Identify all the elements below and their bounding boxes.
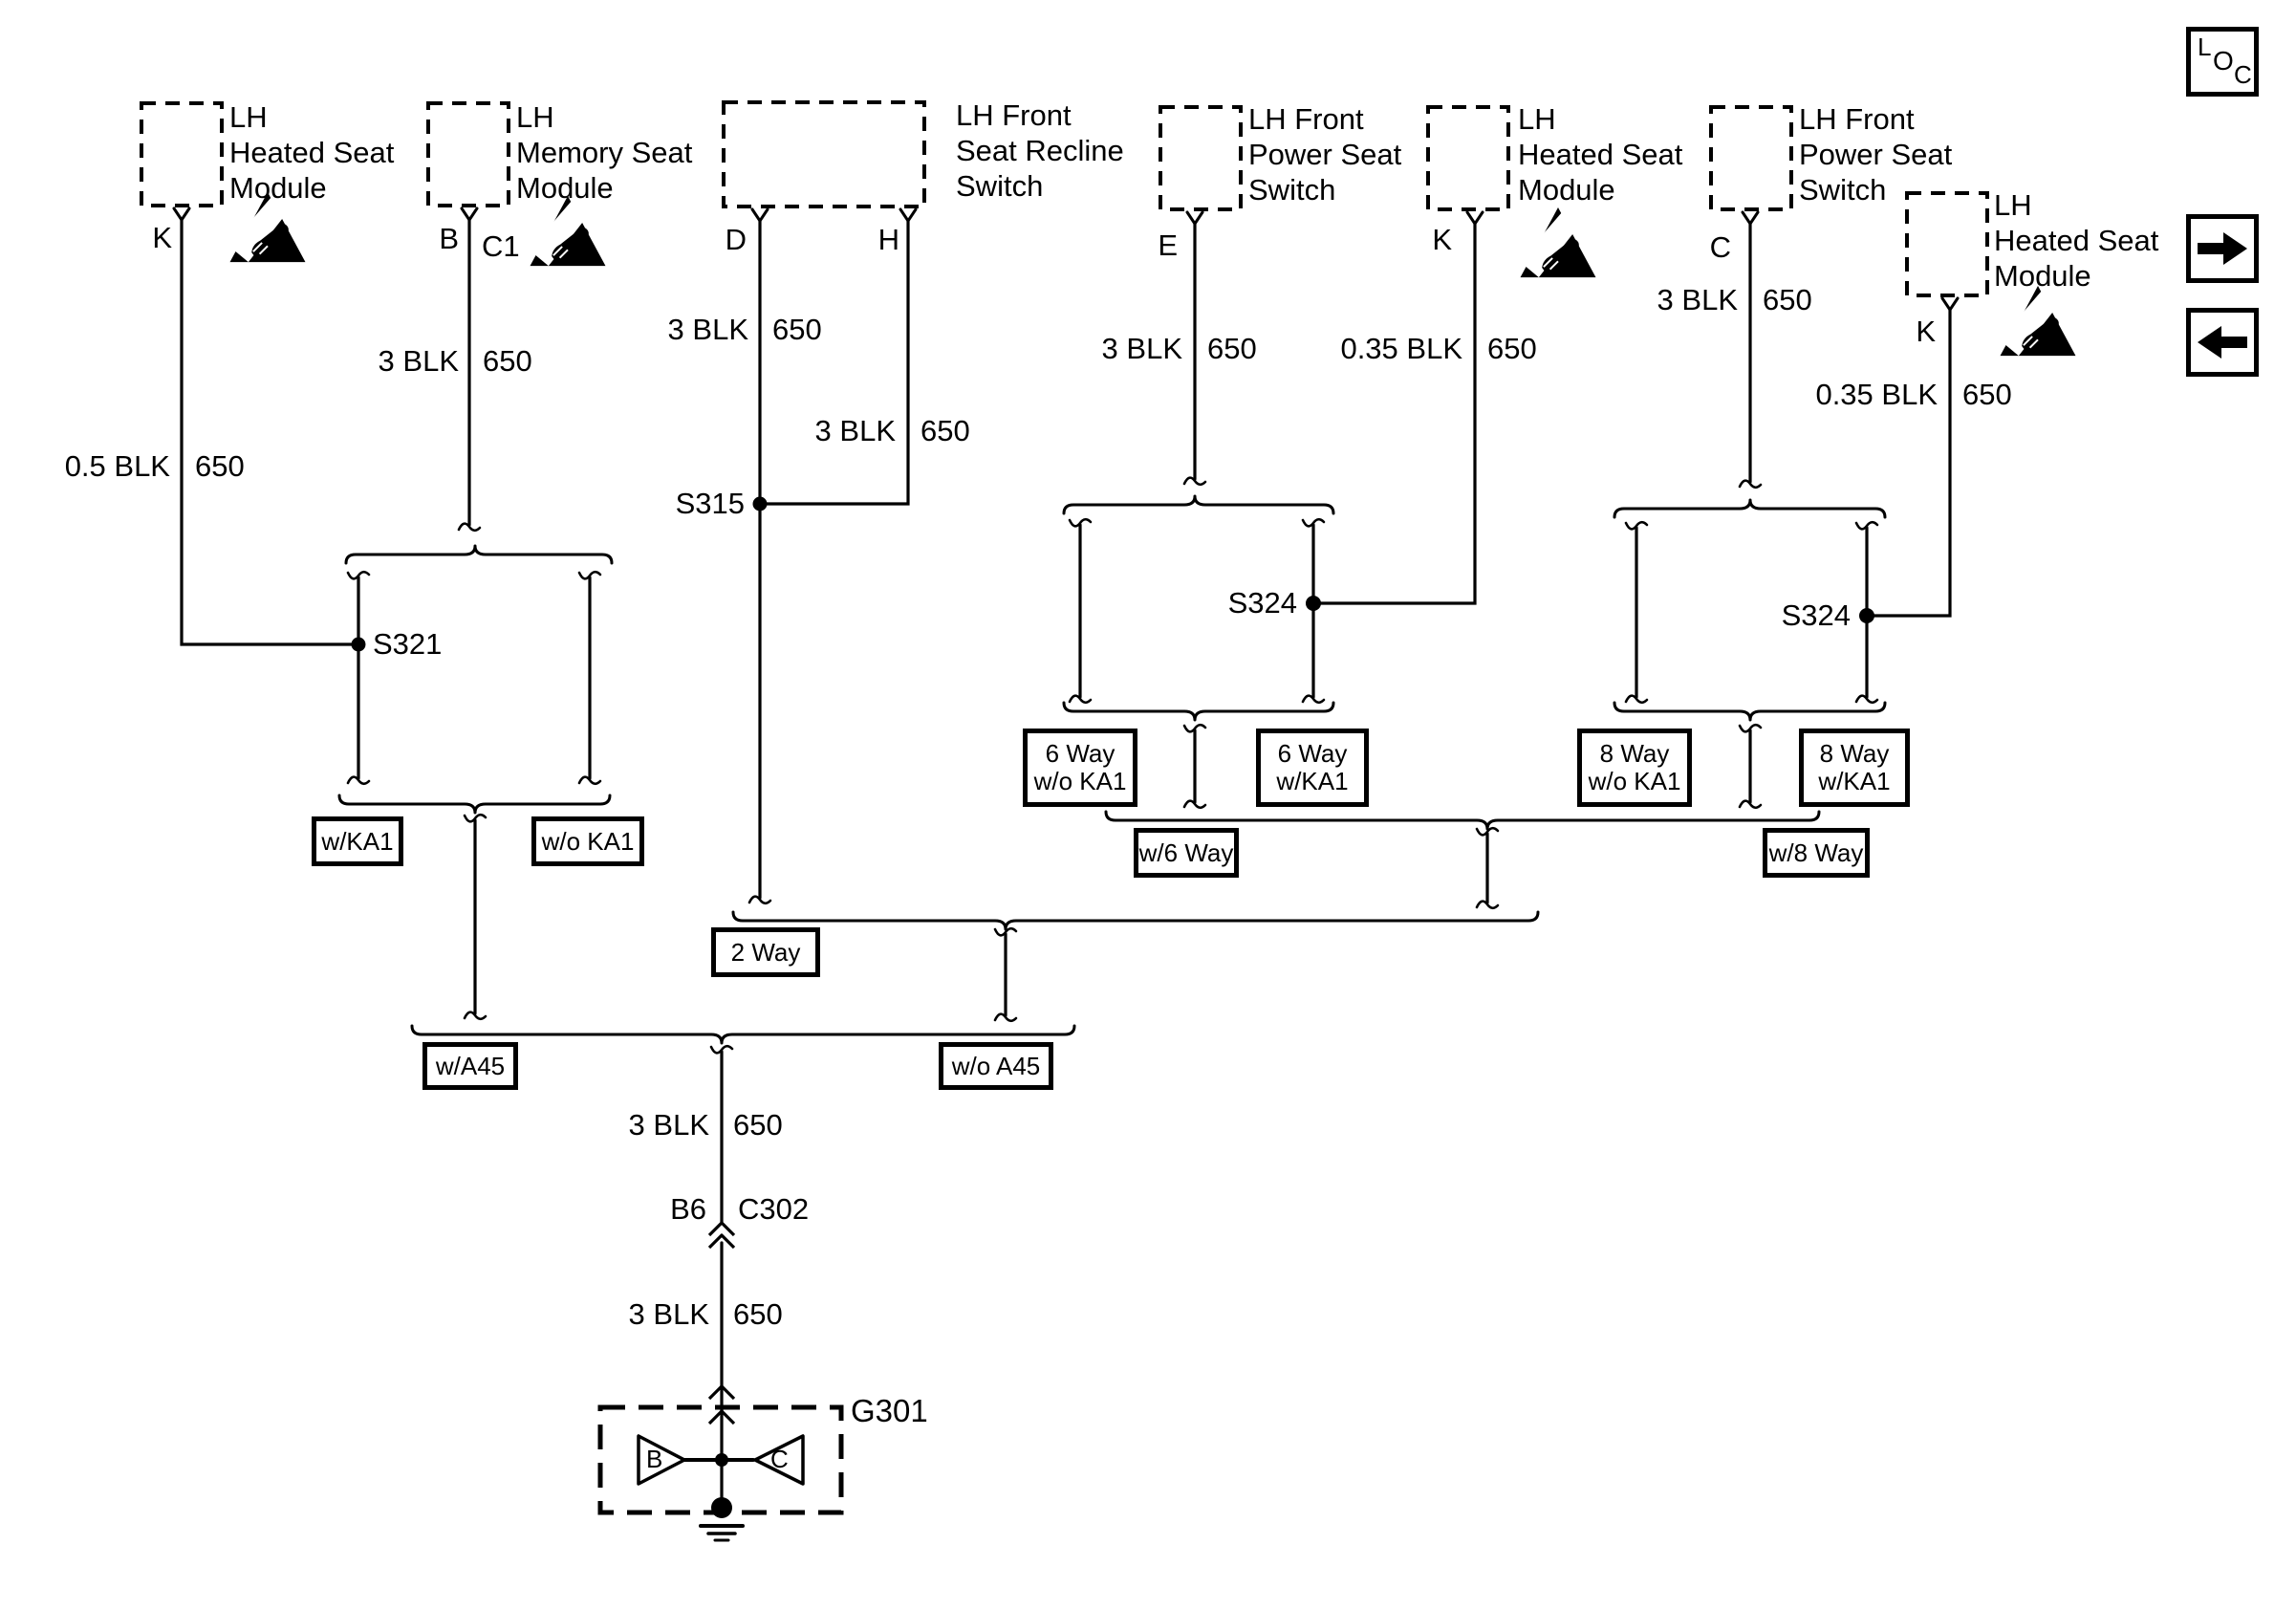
wire-gauge-label: 3 BLK xyxy=(1101,332,1182,365)
wire-circuit-label: 650 xyxy=(1962,378,2012,411)
nav-back-button[interactable] xyxy=(2186,308,2259,377)
wire-gauge-label: 3 BLK xyxy=(667,313,748,346)
wire-circuit-label: 650 xyxy=(1763,283,1812,316)
module-label-lh-memory-seat: LH Memory Seat Module xyxy=(516,100,693,205)
pin-label-c1: C1 xyxy=(482,229,520,263)
ground-name-label: G301 xyxy=(851,1393,928,1428)
splice-label-s315: S315 xyxy=(675,487,745,520)
option-box-w-a45: w/A45 xyxy=(422,1042,518,1090)
chassis-ground-icon xyxy=(701,1526,743,1540)
pin-label-d: D xyxy=(725,223,747,256)
esd-sensitive-icon xyxy=(530,196,606,266)
wire-gauge-label: 3 BLK xyxy=(1657,283,1738,316)
option-box-wo-a45: w/o A45 xyxy=(939,1042,1053,1090)
pin-label-k2: K xyxy=(1432,223,1452,256)
splice-label-s324-left: S324 xyxy=(1227,586,1297,620)
pin-label-k1: K xyxy=(152,221,172,254)
option-box-8way-w-ka1: 8 Way w/KA1 xyxy=(1799,729,1910,807)
module-label-lh-heated-seat-3: LH Heated Seat Module xyxy=(1994,188,2159,293)
wire-circuit-label: 650 xyxy=(1207,332,1257,365)
wire-circuit-label: 650 xyxy=(733,1297,783,1331)
module-label-lh-heated-seat-1: LH Heated Seat Module xyxy=(229,100,395,205)
pin-label-e: E xyxy=(1158,228,1178,262)
wire-gauge-label: 3 BLK xyxy=(628,1297,709,1331)
left-arrow-icon xyxy=(2198,326,2247,359)
wires xyxy=(182,220,1950,1499)
connector-name-label: C302 xyxy=(738,1192,810,1226)
wire-circuit-label: 650 xyxy=(921,414,970,447)
wire-gauge-label: 0.35 BLK xyxy=(1340,332,1462,365)
pin-label-b: B xyxy=(439,222,459,255)
wire-circuit-label: 650 xyxy=(772,313,822,346)
ground-terminal-label-c: C xyxy=(770,1445,789,1473)
wire-gauge-label: 3 BLK xyxy=(628,1108,709,1142)
wire-gauge-label: 0.5 BLK xyxy=(64,449,170,483)
wire-circuit-label: 650 xyxy=(733,1108,783,1142)
module-label-power-seat-switch-2: LH Front Power Seat Switch xyxy=(1799,102,1953,207)
nav-forward-button[interactable] xyxy=(2186,214,2259,283)
wire-circuit-label: 650 xyxy=(195,449,245,483)
option-box-8way-wo-ka1: 8 Way w/o KA1 xyxy=(1577,729,1692,807)
wire-gauge-label: 3 BLK xyxy=(378,344,459,378)
ground-terminal-label-b: B xyxy=(646,1445,663,1473)
esd-sensitive-icon xyxy=(2000,286,2076,356)
esd-sensitive-icon xyxy=(1520,207,1596,277)
option-box-w-8-way: w/8 Way xyxy=(1763,828,1870,878)
wire-circuit-label: 650 xyxy=(1487,332,1537,365)
splice-dot-s321 xyxy=(352,638,366,652)
option-box-6way-w-ka1: 6 Way w/KA1 xyxy=(1256,729,1369,807)
splice-dot-s324-left xyxy=(1306,596,1321,611)
pin-label-h: H xyxy=(877,223,899,256)
wire-gauge-label: 0.35 BLK xyxy=(1815,378,1938,411)
splice-label-s324-right: S324 xyxy=(1781,598,1851,632)
wire-gauge-label: 3 BLK xyxy=(814,414,896,447)
pin-label-c: C xyxy=(1709,230,1731,264)
splice-label-s321: S321 xyxy=(373,627,443,661)
module-label-seat-recline-switch: LH Front Seat Recline Switch xyxy=(956,98,1124,203)
module-label-lh-heated-seat-2: LH Heated Seat Module xyxy=(1518,102,1683,207)
option-box-6way-wo-ka1: 6 Way w/o KA1 xyxy=(1023,729,1137,807)
option-box-2-way: 2 Way xyxy=(711,927,820,977)
ground-junction-dot xyxy=(715,1453,728,1467)
right-arrow-icon xyxy=(2198,232,2247,265)
splice-dots xyxy=(352,497,1875,1519)
option-box-w-6-way: w/6 Way xyxy=(1134,828,1239,878)
pin-label-k3: K xyxy=(1916,315,1936,348)
splice-dot-s324-right xyxy=(1859,608,1874,623)
module-label-power-seat-switch-1: LH Front Power Seat Switch xyxy=(1248,102,1402,207)
wire-circuit-label: 650 xyxy=(483,344,532,378)
loc-legend-button[interactable]: L O C xyxy=(2186,27,2259,97)
ground-stud-dot xyxy=(711,1497,732,1518)
option-box-w-ka1: w/KA1 xyxy=(312,816,403,866)
splice-dot-s315 xyxy=(753,497,768,511)
option-box-wo-ka1: w/o KA1 xyxy=(531,816,644,866)
connector-pin-label: B6 xyxy=(670,1192,706,1226)
